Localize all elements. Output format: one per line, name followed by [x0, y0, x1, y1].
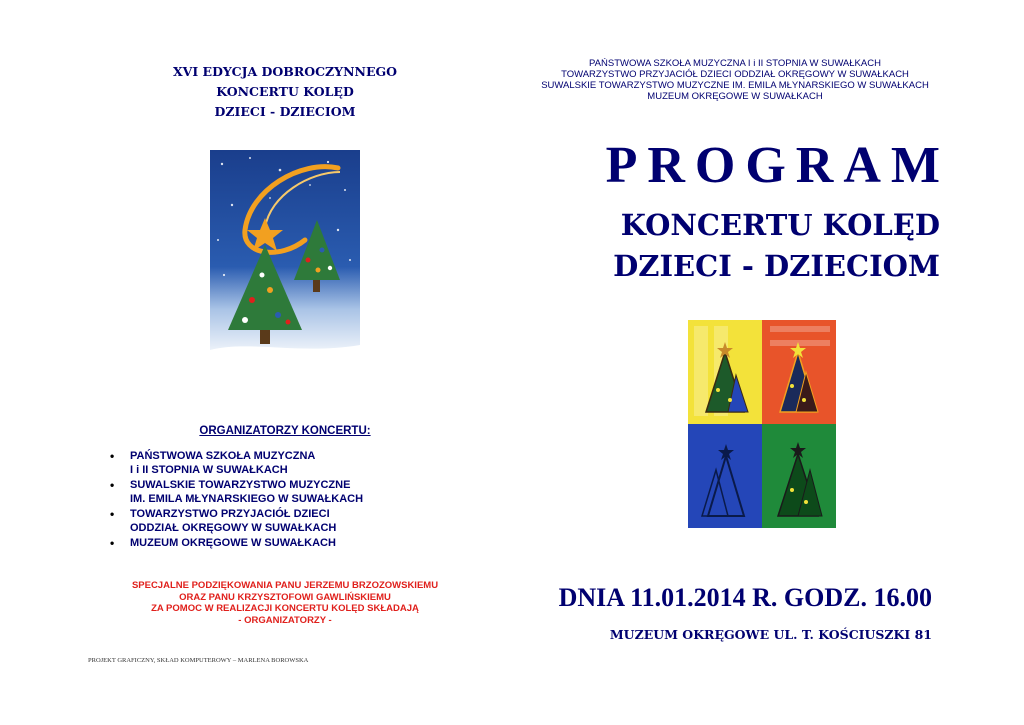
bullet-icon: •	[110, 536, 115, 550]
event-date-time: DNIA 11.01.2014 R. GODZ. 16.00	[558, 583, 932, 612]
list-item	[110, 449, 430, 477]
thanks-note	[105, 580, 465, 626]
concert-subtitle	[560, 205, 940, 287]
organizers-heading: ORGANIZATORZY KONCERTU:	[199, 425, 371, 437]
header-line: MUZEUM OKRĘGOWE W SUWAŁKACH	[647, 91, 823, 102]
subtitle-line: KONCERTU KOLĘD	[620, 208, 940, 242]
thanks-line: SPECJALNE PODZIĘKOWANIA PANU JERZEMU BRZOZOWSKIEMU	[131, 580, 439, 591]
organizer-line: IM. EMILA MŁYNARSKIEGO W SUWAŁKACH	[130, 493, 364, 505]
program-title: PROGRAM	[605, 137, 950, 194]
thanks-line: ORAZ PANU KRZYSZTOFOWI GAWLIŃSKIEMU	[179, 591, 391, 603]
list-item	[110, 478, 430, 506]
left-title	[140, 62, 430, 122]
event-address: MUZEUM OKRĘGOWE UL. T. KOŚCIUSZKI 81	[609, 627, 932, 642]
header-line: PAŃSTWOWA SZKOŁA MUZYCZNA I i II STOPNIA W SUWAŁKACH	[589, 58, 881, 69]
list-item	[110, 507, 430, 535]
left-title-line: KONCERTU KOLĘD	[216, 84, 354, 99]
header-organizers	[520, 58, 950, 102]
subtitle-line: DZIECI - DZIECIOM	[613, 249, 940, 283]
thanks-line: - ORGANIZATORZY -	[238, 614, 332, 626]
list-item	[110, 536, 430, 550]
organizer-line: SUWALSKIE TOWARZYSTWO MUZYCZNE	[130, 479, 351, 491]
bullet-icon: •	[110, 507, 115, 521]
organizer-line: PAŃSTWOWA SZKOŁA MUZYCZNA	[130, 450, 316, 462]
thanks-line: ZA POMOC W REALIZACJI KONCERTU KOLĘD SKŁADAJĄ	[151, 603, 419, 614]
header-line: TOWARZYSTWO PRZYJACIÓŁ DZIECI ODDZIAŁ OKRĘGOWY W SUWAŁKACH	[561, 69, 909, 80]
header-line: SUWALSKIE TOWARZYSTWO MUZYCZNE IM. EMILA MŁYNARSKIEGO W SUWAŁKACH	[541, 80, 929, 91]
christmas-tree-illustration	[210, 150, 360, 362]
bullet-icon: •	[110, 449, 115, 463]
bullet-icon: •	[110, 478, 115, 492]
organizer-line: I i II STOPNIA W SUWAŁKACH	[130, 464, 288, 476]
organizer-line: MUZEUM OKRĘGOWE W SUWAŁKACH	[130, 537, 336, 549]
left-title-line: DZIECI - DZIECIOM	[214, 104, 356, 119]
four-panel-christmas-tree-illustration	[688, 320, 836, 528]
organizers-list	[110, 449, 430, 551]
design-credit: PROJEKT GRAFICZNY, SKŁAD KOMPUTEROWY – MARLENA BOROWSKA	[88, 657, 309, 664]
left-title-line: XVI EDYCJA DOBROCZYNNEGO	[172, 64, 398, 79]
organizer-line: TOWARZYSTWO PRZYJACIÓŁ DZIECI	[130, 508, 330, 520]
organizer-line: ODDZIAŁ OKRĘGOWY W SUWAŁKACH	[130, 522, 337, 534]
